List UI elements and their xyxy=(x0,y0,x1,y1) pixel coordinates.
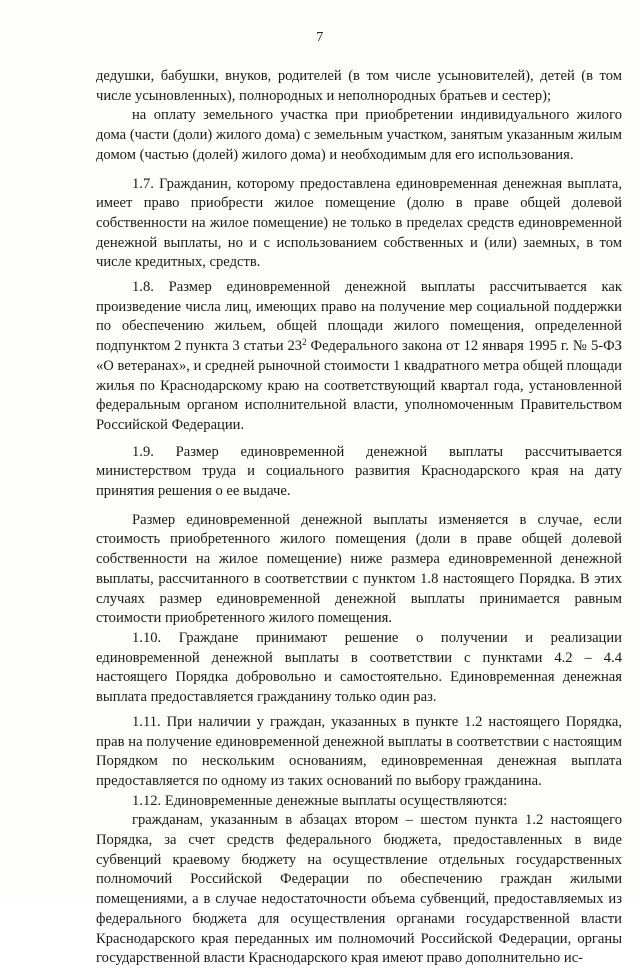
paragraph-1-12: 1.12. Единовременные денежные выплаты осуществляются: xyxy=(132,792,508,809)
paragraph-citizens: гражданам, указанным в абзацах втором – шестом пункта 1.2 настоящего Порядка, за счет средств федерального бюджета, предоставленных в виде субвенций краевому бюджету на осуществление отдельных государственных полномочий Российской Федерации по обеспечению граждан жилыми помещениями, а в случае недостаточности объема субвенций, предоставляемых из федерального бюджета для осуществления органами государственной власти Краснодарского края переданных им полномочий Российской Федерации, органы государственной власти Краснодарского края имеют право дополнительно ис- xyxy=(96,812,622,967)
paragraph-1-11: 1.11. При наличии у граждан, указанных в пункте 1.2 настоящего Порядка, прав на получение единовременной денежной выплаты в соответствии с настоящим Порядком по нескольким основаниям, единовременная денежная выплата предоставляется по одному из таких оснований по выбору гражданина. xyxy=(96,713,622,789)
paragraph-1-8 xyxy=(96,278,622,436)
paragraph-1-7: 1.7. Гражданин, которому предоставлена единовременная денежная выплата, имеет право приобрести жилое помещение (долю в праве общей долевой собственности на жилое помещение) не только в пределах средств единовременной денежной выплаты, но и с использованием собственных и (или) заемных, в том числе кредитных, средств. xyxy=(96,175,622,271)
paragraph-1-8-part1: 1.8. Размер единовременной денежной выплаты рассчитывается как произведение числа лиц, имеющих право на получение мер социальной поддержки по обеспечению жильем, общей площади жилого помещения, определенной подпунктом 2 пункта 3 статьи 23 xyxy=(96,279,622,355)
paragraph-continuation: дедушки, бабушки, внуков, родителей (в том числе усыновителей), детей (в том числе усыновленных), полнородных и неполнородных братьев и сестер); xyxy=(96,68,622,104)
page-number: 7 xyxy=(316,30,324,45)
document-body xyxy=(96,67,622,969)
paragraph-1-10: 1.10. Граждане принимают решение о получении и реализации единовременной денежной выплаты в соответствии с пунктами 4.2 – 4.4 настоящего Порядка добровольно и самостоятельно. Единовременная денежная выплата предоставляется гражданину только один раз. xyxy=(96,629,622,706)
superscript-2: 2 xyxy=(302,337,307,348)
paragraph-amount-change: Размер единовременной денежной выплаты изменяется в случае, если стоимость приобретенного жилого помещения (доли в праве общей долевой собственности на жилое помещение) ниже размера единовременной денежной выплаты, рассчитанного в соответствии с пунктом 1.8 настоящего Порядка. В этих случаях размер единовременной денежной выплаты принимается равным стоимости приобретенного жилого помещения. xyxy=(96,511,622,627)
paragraph-1-8-part2: Федерального закона от 12 января 1995 г. № 5-ФЗ «О ветеранах», и средней рыночной стоимости 1 квадратного метра общей площади жилья по Краснодарскому краю на соответствующий квартал года, установленной федеральным органом исполнительной власти, уполномоченным Правительством Российской Федерации. xyxy=(96,338,622,433)
paragraph-1-9: 1.9. Размер единовременной денежной выплаты рассчитывается министерством труда и социального развития Краснодарского края на дату принятия решения о ее выдаче. xyxy=(96,443,622,500)
paragraph-land-plot: на оплату земельного участка при приобретении индивидуального жилого дома (части (доли) жилого дома) с земельным участком, занятым указанным жилым домом (частью (долей) жилого дома) и необходимым для его использования. xyxy=(96,107,622,163)
